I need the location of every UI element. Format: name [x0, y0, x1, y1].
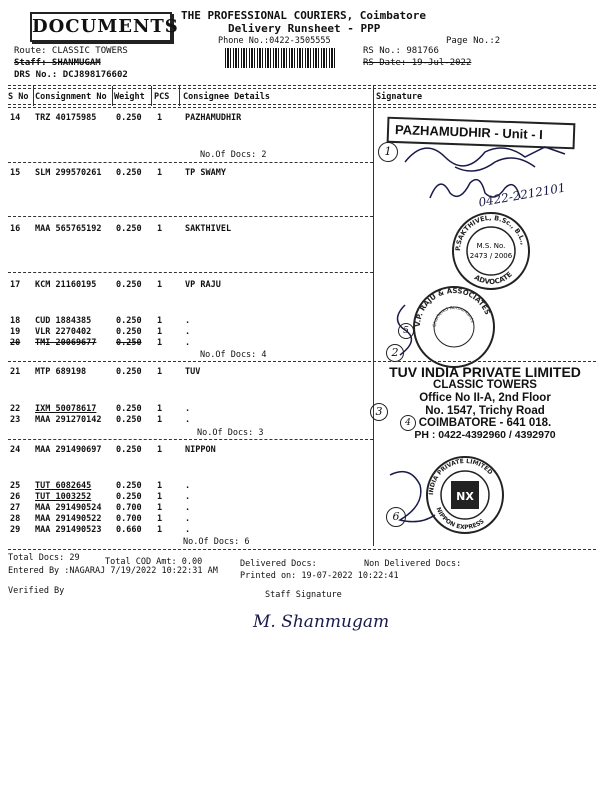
divider: [8, 85, 596, 86]
pazhamudhir-stamp: PAZHAMUDHIR - Unit - I: [387, 117, 576, 150]
staff-signature-label: Staff Signature: [265, 590, 342, 600]
row-14-sno: 14: [10, 113, 21, 123]
row-14-pcs: 1: [157, 113, 163, 123]
row-19-pcs: 1: [157, 327, 163, 337]
advocate-title-text: ADVOCATE: [472, 270, 514, 287]
row-21-pcs: 1: [157, 367, 163, 377]
row-22-name: .: [185, 404, 191, 414]
row-27-wt: 0.700: [116, 503, 142, 513]
row-15-pcs: 1: [157, 168, 163, 178]
row-19-wt: 0.250: [116, 327, 142, 337]
row-17-cn: KCM 21160195: [35, 280, 97, 290]
entered-by: Entered By :NAGARAJ 7/19/2022 10:22:31 AM: [8, 566, 218, 576]
row-21-wt: 0.250: [116, 367, 142, 377]
row-divider: [8, 361, 596, 362]
row-24-wt: 0.250: [116, 445, 142, 455]
row-23-wt: 0.250: [116, 415, 142, 425]
row-29-cn: MAA 291490523: [35, 525, 102, 535]
row-divider: [8, 162, 373, 163]
col-sep: [151, 86, 152, 106]
col-pcs: PCS: [154, 92, 170, 102]
row-27-pcs: 1: [157, 503, 163, 513]
tuv-city: COIMBATORE - 641 018.: [418, 417, 552, 429]
row-23-cn: MAA 291270142: [35, 415, 102, 425]
row-27-cn: MAA 291490524: [35, 503, 102, 513]
row-27-name: .: [185, 503, 191, 513]
row-divider: [8, 216, 373, 217]
circled-number: 2: [386, 344, 404, 362]
signature-col-sep: [373, 86, 374, 546]
row-17-name: VP RAJU: [185, 280, 221, 290]
col-sep: [33, 86, 34, 106]
tuv-name: TUV INDIA PRIVATE LIMITED: [389, 364, 581, 380]
row-25-pcs: 1: [157, 481, 163, 491]
barcode: [225, 48, 335, 68]
row-18-sno: 18: [10, 316, 21, 326]
route: Route: CLASSIC TOWERS: [14, 46, 128, 56]
row-24-name: NIPPON: [185, 445, 216, 455]
col-weight: Weight: [114, 92, 145, 102]
row-21-sno: 21: [10, 367, 21, 377]
row-16-wt: 0.250: [116, 224, 142, 234]
doc-count-3: No.Of Docs: 3: [197, 428, 264, 438]
row-16-cn: MAA 565765192: [35, 224, 102, 234]
divider: [8, 107, 596, 108]
row-20-wt: 0.250: [116, 338, 142, 348]
row-26-sno: 26: [10, 492, 21, 502]
row-26-cn: [35, 492, 91, 502]
row-29-pcs: 1: [157, 525, 163, 535]
row-21-name: TUV: [185, 367, 201, 377]
divider: [8, 104, 596, 105]
tuv-office: Office No II-A, 2nd Floor: [419, 392, 551, 404]
row-16-sno: 16: [10, 224, 21, 234]
tuv-building: CLASSIC TOWERS: [433, 379, 537, 391]
row-20-sno: 20: [10, 338, 21, 348]
rs-number: RS No.: 981766: [363, 46, 439, 56]
doc-count-4: No.Of Docs: 6: [183, 537, 250, 547]
raju-inner-text: Chartered Accountants: [432, 305, 475, 328]
row-26-cn-text: TUT 1003252: [35, 492, 92, 502]
non-delivered-docs: Non Delivered Docs:: [364, 559, 462, 569]
staff: Staff: SHANMUGAM: [14, 58, 101, 68]
nippon-stamp-bottom-text: NIPPON EXPRESS: [434, 506, 486, 532]
row-23-sno: 23: [10, 415, 21, 425]
circled-number: 3: [370, 403, 388, 421]
page-number: Page No.:2: [446, 36, 501, 46]
rs-date: RS Date: 19-Jul-2022: [363, 58, 472, 68]
handwritten-phone: 0422-2212101: [477, 180, 567, 210]
row-28-sno: 28: [10, 514, 21, 524]
row-18-cn: CUD 1884385: [35, 316, 92, 326]
row-24-sno: 24: [10, 445, 21, 455]
row-divider: [8, 272, 373, 273]
advocate-ms-text: M.S. No.: [476, 242, 506, 250]
row-25-wt: 0.250: [116, 481, 142, 491]
row-18-pcs: 1: [157, 316, 163, 326]
row-22-wt: 0.250: [116, 404, 142, 414]
col-sno: S No: [8, 92, 29, 102]
row-23-name: .: [185, 415, 191, 425]
circled-number: 1: [378, 142, 398, 162]
company-name: THE PROFESSIONAL COURIERS, Coimbatore: [181, 9, 427, 22]
row-divider: [8, 439, 373, 440]
drs-number: DRS No.: DCJ898176602: [14, 70, 128, 80]
row-16-name: SAKTHIVEL: [185, 224, 232, 234]
circled-number: 4: [400, 415, 416, 431]
documents-stamp: DOCUMENTS: [30, 12, 172, 42]
row-14-wt: 0.250: [116, 113, 142, 123]
row-26-name: .: [185, 492, 191, 502]
row-17-pcs: 1: [157, 280, 163, 290]
row-28-pcs: 1: [157, 514, 163, 524]
col-consignee: Consignee Details: [183, 92, 270, 102]
row-17-sno: 17: [10, 280, 21, 290]
row-19-cn: VLR 2270402: [35, 327, 92, 337]
circled-number: 5: [398, 323, 414, 339]
tuv-phone: PH : 0422-4392960 / 4392970: [414, 429, 556, 441]
nippon-stamp-text: INDIA PRIVATE LIMITED: [427, 457, 494, 496]
row-25-name: .: [185, 481, 191, 491]
row-22-cn-text: IXM 50078617: [35, 404, 97, 414]
row-divider: [8, 549, 596, 550]
runsheet-title: Delivery Runsheet - PPP: [228, 22, 381, 35]
staff-handwritten-signature: M. Shanmugam: [253, 612, 390, 632]
row-23-pcs: 1: [157, 415, 163, 425]
row-28-cn: MAA 291490522: [35, 514, 102, 524]
row-28-wt: 0.700: [116, 514, 142, 524]
doc-count-1: No.Of Docs: 2: [200, 150, 267, 160]
col-sep: [179, 86, 180, 106]
row-29-wt: 0.660: [116, 525, 142, 535]
row-26-wt: 0.250: [116, 492, 142, 502]
row-22-sno: 22: [10, 404, 21, 414]
row-20-name: .: [185, 338, 191, 348]
row-16-pcs: 1: [157, 224, 163, 234]
row-26-pcs: 1: [157, 492, 163, 502]
row-24-pcs: 1: [157, 445, 163, 455]
row-22-cn: [35, 404, 96, 414]
col-sep: [112, 86, 113, 106]
col-signature: Signature: [376, 92, 423, 102]
verified-by: Verified By: [8, 586, 65, 596]
row-20-cn: TMI 20069677: [35, 338, 97, 348]
row-15-name: TP SWAMY: [185, 168, 226, 178]
printed-on: Printed on: 19-07-2022 10:22:41: [240, 571, 399, 581]
row-27-sno: 27: [10, 503, 21, 513]
advocate-no-text: 2473 / 2006: [469, 252, 513, 260]
total-cod: Total COD Amt: 0.00: [105, 557, 203, 567]
advocate-stamp: [450, 210, 532, 292]
svg-text:Chartered Accountants: [432, 305, 475, 327]
doc-count-2: No.Of Docs: 4: [200, 350, 267, 360]
row-22-pcs: 1: [157, 404, 163, 414]
row-29-sno: 29: [10, 525, 21, 535]
row-29-name: .: [185, 525, 191, 535]
row-15-sno: 15: [10, 168, 21, 178]
col-consignment: Consignment No: [35, 92, 107, 102]
row-18-wt: 0.250: [116, 316, 142, 326]
total-docs: Total Docs: 29: [8, 553, 80, 563]
row-14-name: PAZHAMUDHIR: [185, 113, 242, 123]
row-15-cn: SLM 299570261: [35, 168, 102, 178]
row-24-cn: MAA 291490697: [35, 445, 102, 455]
advocate-name-text: P.SAKTHIVEL, B.Sc., B.L.,: [453, 213, 528, 252]
row-15-wt: 0.250: [116, 168, 142, 178]
delivered-docs: Delivered Docs:: [240, 559, 317, 569]
row-17-wt: 0.250: [116, 280, 142, 290]
row-25-sno: 25: [10, 481, 21, 491]
nippon-logo: NX: [456, 490, 474, 503]
row-19-name: .: [185, 327, 191, 337]
phone-number: Phone No.:0422-3505555: [218, 36, 331, 46]
raju-stamp-text: V.P. RAJU & ASSOCIATES: [413, 286, 492, 328]
divider: [8, 88, 596, 89]
row-19-sno: 19: [10, 327, 21, 337]
row-25-cn: [35, 481, 91, 491]
row-20-pcs: 1: [157, 338, 163, 348]
row-21-cn: MTP 689198: [35, 367, 87, 377]
tuv-street: No. 1547, Trichy Road: [425, 405, 545, 417]
row-25-cn-text: TUT 6082645: [35, 481, 92, 491]
row-18-name: .: [185, 316, 191, 326]
row-28-name: .: [185, 514, 191, 524]
row-14-cn: TRZ 40175985: [35, 113, 97, 123]
circled-number: 6: [386, 507, 406, 527]
